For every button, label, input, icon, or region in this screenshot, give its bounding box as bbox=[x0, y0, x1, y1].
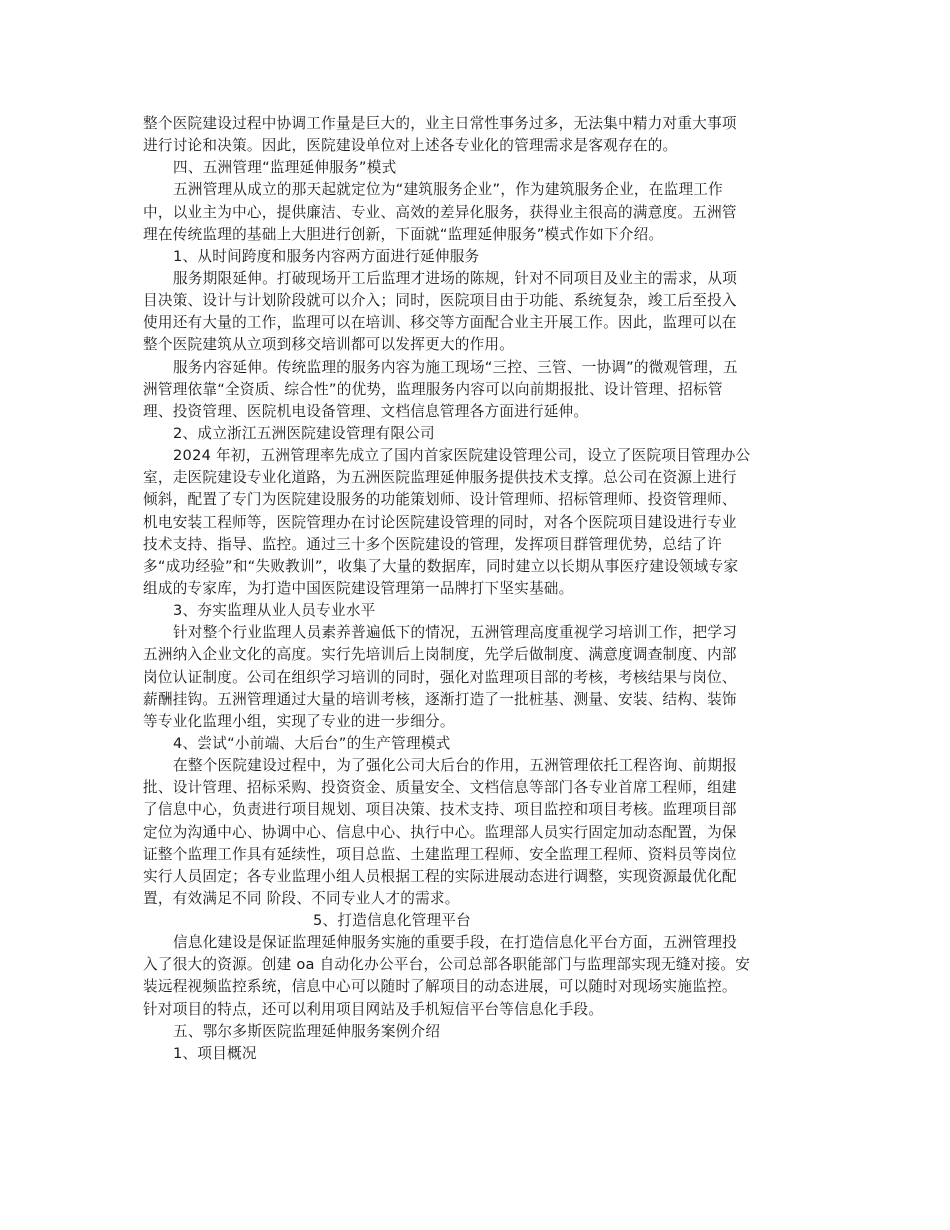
paragraph-line: 等专业化监理小组，实现了专业的进一步细分。 bbox=[143, 712, 455, 730]
paragraph-line: 实行人员固定；各专业监理小组人员根据工程的实际进展动态进行调整，实现资源最优化配 bbox=[143, 867, 737, 885]
paragraph-line: 装远程视频监控系统，信息中心可以随时了解项目的动态进展，可以随时对现场实施监控。 bbox=[143, 978, 737, 996]
subsection-heading: 2、成立浙江五洲医院建设管理有限公司 bbox=[173, 424, 435, 442]
paragraph-line: 目决策、设计与计划阶段就可以介入；同时，医院项目由于功能、系统复杂，竣工后至投入 bbox=[143, 292, 737, 310]
paragraph-line: 薪酬挂钩。五洲管理通过大量的培训考核，逐渐打造了一批桩基、测量、安装、结构、装饰 bbox=[143, 690, 737, 708]
subsection-heading: 4、尝试“小前端、大后台”的生产管理模式 bbox=[173, 734, 451, 752]
paragraph-line: 室，走医院建设专业化道路，为五洲医院监理延伸服务提供技术支撑。总公司在资源上进行 bbox=[143, 469, 737, 487]
paragraph-line: 岗位认证制度。公司在组织学习培训的同时，强化对监理项目部的考核，考核结果与岗位、 bbox=[143, 668, 737, 686]
paragraph-line: 2024 年初，五洲管理率先成立了国内首家医院建设管理公司，设立了医院项目管理办公 bbox=[173, 447, 751, 465]
paragraph-line: 整个医院建筑从立项到移交培训都可以发挥更大的作用。 bbox=[143, 336, 515, 354]
paragraph-line: 批、设计管理、招标采购、投资资金、质量安全、文档信息等部门各专业首席工程师，组建 bbox=[143, 779, 737, 797]
paragraph-line: 针对项目的特点，还可以利用项目网站及手机短信平台等信息化手段。 bbox=[143, 1000, 604, 1018]
paragraph-line: 理、投资管理、医院机电设备管理、文档信息管理各方面进行延伸。 bbox=[143, 402, 589, 420]
section-heading: 五、鄂尔多斯医院监理延伸服务案例介绍 bbox=[173, 1022, 441, 1040]
paragraph-line: 机电安装工程师等，医院管理办在讨论医院建设管理的同时，对各个医院项目建设进行专业 bbox=[143, 513, 737, 531]
paragraph-line: 了信息中心，负责进行项目规划、项目决策、技术支持、项目监控和项目考核。监理项目部 bbox=[143, 801, 737, 819]
paragraph-line: 技术支持、指导、监控。通过三十多个医院建设的管理，发挥项目群管理优势，总结了许 bbox=[143, 535, 722, 553]
subsection-heading: 3、夯实监理从业人员专业水平 bbox=[173, 602, 376, 620]
paragraph-line: 五洲纳入企业文化的高度。实行先培训后上岗制度，先学后做制度、满意度调查制度、内部 bbox=[143, 646, 737, 664]
paragraph-line: 洲管理依靠“全资质、综合性”的优势，监理服务内容可以向前期报批、设计管理、招标管 bbox=[143, 380, 723, 398]
subsection-heading: 1、项目概况 bbox=[173, 1044, 257, 1062]
paragraph-line: 服务期限延伸。打破现场开工后监理才进场的陈规，针对不同项目及业主的需求，从项 bbox=[173, 269, 738, 287]
paragraph-line: 证整个监理工作具有延续性，项目总监、土建监理工程师、安全监理工程师、资料员等岗位 bbox=[143, 845, 737, 863]
paragraph-line: 五洲管理从成立的那天起就定位为“建筑服务企业”，作为建筑服务企业，在监理工作 bbox=[173, 181, 723, 199]
paragraph-line: 整个医院建设过程中协调工作量是巨大的，业主日常性事务过多，无法集中精力对重大事项 bbox=[143, 115, 737, 132]
paragraph-line: 理在传统监理的基础上大胆进行创新，下面就“监理延伸服务”模式作如下介绍。 bbox=[143, 225, 664, 243]
paragraph-line: 服务内容延伸。传统监理的服务内容为施工现场“三控、三管、一协调”的微观管理，五 bbox=[173, 358, 738, 376]
paragraph-line: 倾斜，配置了专门为医院建设服务的功能策划师、设计管理师、招标管理师、投资管理师、 bbox=[143, 491, 737, 509]
paragraph-line: 置，有效满足不同 阶段、不同专业人才的需求。 bbox=[143, 889, 460, 907]
paragraph-line: 信息化建设是保证监理延伸服务实施的重要手段，在打造信息化平台方面，五洲管理投 bbox=[173, 934, 738, 952]
paragraph-line: 组成的专家库，为打造中国医院建设管理第一品牌打下坚实基础。 bbox=[143, 579, 574, 597]
paragraph-line: 多“成功经验”和“失败教训”，收集了大量的数据库，同时建立以长期从事医疗建设领域专家 bbox=[143, 557, 739, 575]
paragraph-line: 针对整个行业监理人员素养普遍低下的情况，五洲管理高度重视学习培训工作，把学习 bbox=[173, 624, 738, 642]
paragraph-line: 定位为沟通中心、协调中心、信息中心、执行中心。监理部人员实行固定加动态配置，为保 bbox=[143, 823, 737, 841]
paragraph-line: 中，以业主为中心，提供廉洁、专业、高效的差异化服务，获得业主很高的满意度。五洲管 bbox=[143, 203, 737, 221]
paragraph-line: 在整个医院建设过程中，为了强化公司大后台的作用，五洲管理依托工程咨询、前期报 bbox=[173, 757, 738, 775]
paragraph-line: 使用还有大量的工作，监理可以在培训、移交等方面配合业主开展工作。因此，监理可以在 bbox=[143, 314, 737, 332]
paragraph-line: 进行讨论和决策。因此，医院建设单位对上述各专业化的管理需求是客观存在的。 bbox=[143, 137, 678, 155]
document-body bbox=[143, 113, 813, 1065]
section-heading: 四、五洲管理“监理延伸服务”模式 bbox=[173, 159, 397, 177]
subsection-heading: 1、从时间跨度和服务内容两方面进行延伸服务 bbox=[173, 247, 480, 265]
subsection-heading: 5、打造信息化管理平台 bbox=[313, 912, 471, 930]
paragraph-line: 入了很大的资源。创建 oa 自动化办公平台，公司总部各职能部门与监理部实现无缝对接。安 bbox=[143, 956, 751, 974]
